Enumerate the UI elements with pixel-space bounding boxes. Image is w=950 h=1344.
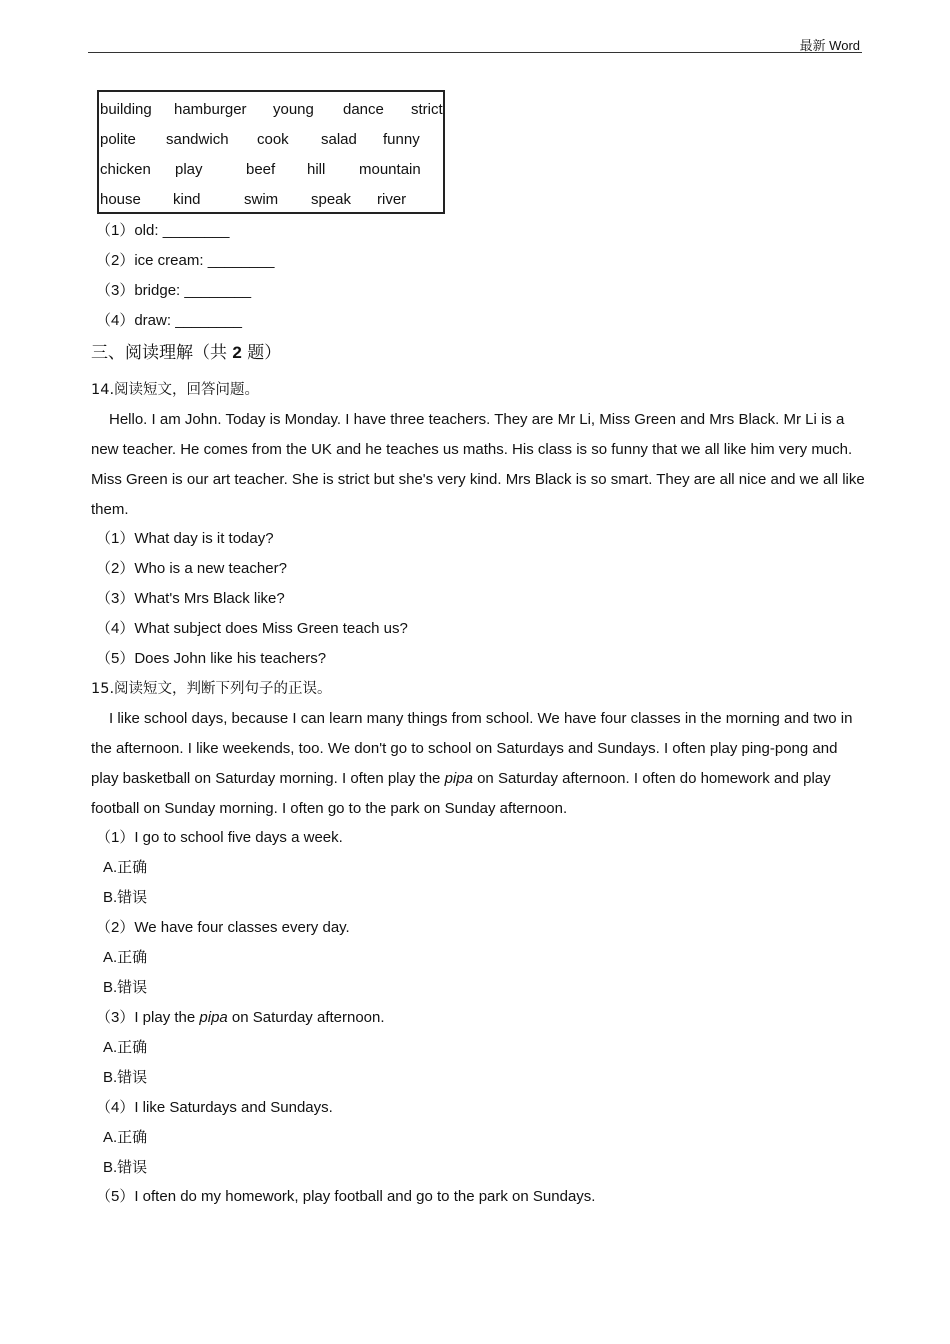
question-item: （4）What subject does Miss Green teach us? [96, 620, 408, 637]
option-b[interactable]: B.错误 [103, 889, 148, 906]
header-label: 最新 Word [799, 38, 860, 53]
word-bank-word: cook [257, 131, 289, 148]
word-bank-word: play [175, 161, 203, 178]
word-bank-word: house [100, 191, 141, 208]
word-bank-word: sandwich [166, 131, 229, 148]
word-bank-word: swim [244, 191, 279, 208]
word-bank-word: strict [411, 101, 443, 118]
option-a[interactable]: A.正确 [103, 1129, 148, 1146]
word-bank-word: beef [246, 161, 276, 178]
word-bank-word: hill [307, 161, 326, 178]
question-15-passage: I like school days, because I can learn many things from school. We have four classes in the morning and two in the afternoon. I like weekends, too. We don't go to school on Saturdays and Sundays. I often play ping-pong and play basketball on Saturday morning. I often play the pipa on Saturday afternoon. I often do homework and play football on Sunday morning. I often go to the park on Sunday afternoon. [91, 710, 853, 817]
judgement-item: （5）I often do my homework, play football and go to the park on Sundays. [96, 1188, 596, 1205]
word-bank-word: young [273, 101, 314, 118]
word-bank-word: polite [100, 131, 136, 148]
word-bank-word: kind [173, 191, 201, 208]
word-bank-word: funny [383, 131, 420, 148]
section-heading: 三、阅读理解（共 2 题） [91, 343, 282, 363]
option-b[interactable]: B.错误 [103, 1159, 148, 1176]
question-item: （3）What's Mrs Black like? [96, 590, 285, 607]
word-bank-word: hamburger [174, 101, 247, 118]
word-bank-word: mountain [359, 161, 421, 178]
option-b[interactable]: B.错误 [103, 1069, 148, 1086]
fill-blank-item: （1）old: ________ [96, 222, 230, 239]
word-bank-word: speak [311, 191, 352, 208]
fill-blank-item: （4）draw: ________ [96, 312, 242, 329]
question-15-title: 15.阅读短文，判断下列句子的正误。 [91, 681, 332, 697]
judgement-item: （1）I go to school five days a week. [96, 829, 343, 846]
fill-blank-item: （2）ice cream: ________ [96, 252, 275, 269]
word-bank-word: salad [321, 131, 357, 148]
option-b[interactable]: B.错误 [103, 979, 148, 996]
word-bank-box [97, 90, 445, 214]
question-item: （2）Who is a new teacher? [96, 560, 287, 577]
page-header [88, 34, 862, 53]
judgement-item: （2）We have four classes every day. [96, 919, 350, 936]
word-bank-word: chicken [100, 161, 151, 178]
judgement-item: （3）I play the pipa on Saturday afternoon. [96, 1009, 385, 1026]
fill-blank-item: （3）bridge: ________ [96, 282, 252, 299]
question-14-title: 14.阅读短文，回答问题。 [91, 382, 260, 398]
judgement-item: （4）I like Saturdays and Sundays. [96, 1099, 333, 1116]
question-item: （5）Does John like his teachers? [96, 650, 327, 667]
word-bank-word: dance [343, 101, 384, 118]
word-bank-word: building [100, 101, 152, 118]
question-14-passage: Hello. I am John. Today is Monday. I have three teachers. They are Mr Li, Miss Green and Mrs Black. Mr Li is a new teacher. He comes from the UK and he teaches us maths. His class is so funny that we all like him very much. Miss Green is our art teacher. She is strict but she's very kind. Mrs Black is so smart. They are all nice and we all like them. [91, 411, 865, 518]
option-a[interactable]: A.正确 [103, 949, 148, 966]
question-item: （1）What day is it today? [96, 530, 274, 547]
option-a[interactable]: A.正确 [103, 1039, 148, 1056]
word-bank-word: river [377, 191, 407, 208]
option-a[interactable]: A.正确 [103, 859, 148, 876]
